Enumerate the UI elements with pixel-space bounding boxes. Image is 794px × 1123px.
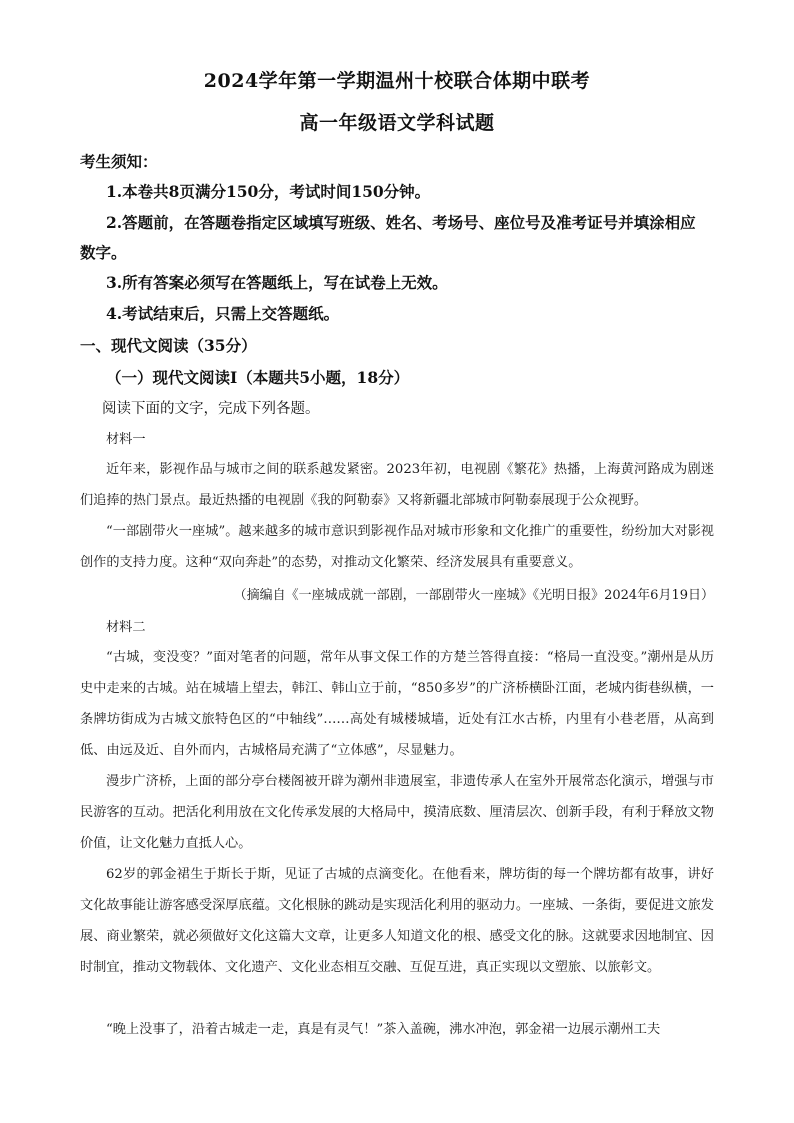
material-paragraph: 漫步广济桥，上面的部分亭台楼阁被开辟为潮州非遗展室，非遗传承人在室外开展常态化演示，增强与市民游客的互动。把活化利用放在文化传承发展的大格局中，摸清底数、厘清层次、创新手段，有利于释放文物价值，让文化魅力直抵人心。 — [80, 774, 714, 851]
notice-item: 1.本卷共8页满分150分，考试时间150分钟。 — [106, 182, 431, 201]
material-paragraph: “晚上没事了，沿着古城走一走，真是有灵气！”茶入盖碗，沸水冲泡，郭金裙一边展示潮州工夫 — [106, 1022, 661, 1037]
reading-instruction: 阅读下面的文字，完成下列各题。 — [102, 401, 320, 417]
section-heading: 一、现代文阅读（35分） — [80, 336, 257, 355]
notice-item: 2.答题前，在答题卷指定区域填写班级、姓名、考场号、座位号及准考证号并填涂相应 — [106, 213, 696, 232]
subsection-heading: （一）现代文阅读Ⅰ（本题共5小题，18分） — [106, 368, 410, 387]
material-paragraph: 62岁的郭金裙生于斯长于斯，见证了古城的点滴变化。在他看来，牌坊街的每一个牌坊都有故事，讲好文化故事能让游客感受深厚底蕴。文化根脉的跳动是实现活化利用的驱动力。一座城、一条街，要促进文旅发展、商业繁荣，就必须做好文化这篇大文章，让更多人知道文化的根、感受文化的脉。这就要求因地制宜、因时制宜，推动文物载体、文化遗产、文化业态相互交融、互促互进，真正实现以文塑旅、以旅彰文。 — [80, 867, 714, 975]
material-label: 材料二 — [106, 620, 146, 635]
exam-subtitle: 高一年级语文学科试题 — [299, 112, 495, 134]
material-paragraph: “古城，变没变？”面对笔者的问题，常年从事文保工作的方楚兰答得直接：“格局一直没变。”潮州是从历史中走来的古城。站在城墙上望去，韩江、韩山立于前，“850多岁”的广济桥横卧江面，老城内街巷纵横，一条牌坊街成为古城文旅特色区的“中轴线”……高处有城楼城墙，近处有江水古桥，内里有小巷老厝，从高到低、由远及近、自外而内，古城格局充满了“立体感”，尽显魅力。 — [80, 650, 714, 758]
exam-title: 2024学年第一学期温州十校联合体期中联考 — [203, 70, 591, 92]
notice-item-continued: 数字。 — [80, 243, 127, 262]
material-paragraph: “一部剧带火一座城”。越来越多的城市意识到影视作品对城市形象和文化推广的重要性，纷纷加大对影视创作的支持力度。这种“双向奔赴”的态势，对推动文化繁荣、经济发展具有重要意义。 — [80, 524, 714, 570]
notice-item: 4.考试结束后，只需上交答题纸。 — [106, 304, 340, 323]
material-label: 材料一 — [106, 432, 146, 447]
material-source: （摘编自《一座城成就一部剧，一部剧带火一座城》《光明日报》2024年6月19日） — [233, 588, 714, 603]
material-paragraph: 近年来，影视作品与城市之间的联系越发紧密。2023年初，电视剧《繁花》热播，上海黄河路成为剧迷们追捧的热门景点。最近热播的电视剧《我的阿勒泰》又将新疆北部城市阿勒泰展现于公众视野。 — [80, 462, 714, 508]
notice-item: 3.所有答案必须写在答题纸上，写在试卷上无效。 — [106, 273, 448, 292]
notice-heading: 考生须知： — [80, 152, 158, 171]
